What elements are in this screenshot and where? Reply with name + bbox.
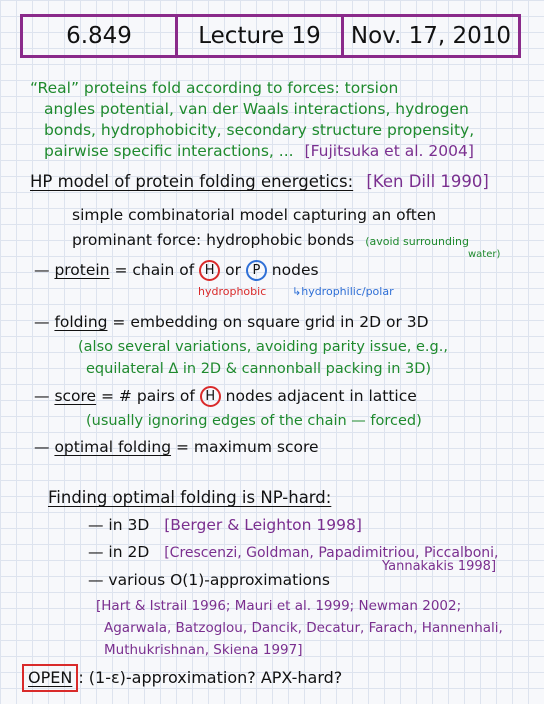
intro-line-2: angles potential, van der Waals interactions, hydrogen [44,100,469,118]
folding-line [34,312,429,332]
intro-line-4 [44,141,474,161]
open-box: OPEN [22,664,78,692]
protein-line [34,260,319,281]
optimal-line [34,437,319,457]
intro-line-4-text: pairwise specific interactions, ... [44,142,294,160]
np-3d-line [88,515,362,535]
hp-citation: [Ken Dill 1990] [366,172,489,191]
hydrophilic-label: ↳hydrophilic/polar [292,285,394,298]
h-node-circle: H [199,260,220,281]
lecture-date: Nov. 17, 2010 [341,17,518,55]
score-line [34,386,417,407]
intro-line-3: bonds, hydrophobicity, secondary structure propensity, [44,121,475,139]
folding-note-2: equilateral Δ in 2D & cannonball packing in 3D) [86,361,432,377]
hp-description-2-line [72,230,469,252]
optimal-label: optimal folding [54,438,172,456]
hp-note-a: (avoid surrounding [365,235,469,248]
lecture-number: Lecture 19 [175,17,341,55]
open-question: : (1-ε)-approximation? APX-hard? [78,668,343,687]
hp-description-2: prominant force: hydrophobic bonds [72,231,355,249]
np-2d-citation-2: Yannakakis 1998] [382,559,497,574]
folding-dash: — [34,313,55,331]
hp-heading: HP model of protein folding energetics: [30,172,354,191]
np-2d-citation: [Crescenzi, Goldman, Papadimitriou, Piccalboni, [164,545,499,561]
score-text-1: = # pairs of [96,387,200,405]
protein-label: protein [54,261,110,279]
course-number: 6.849 [66,23,132,49]
intro-citation: [Fujitsuka et al. 2004] [304,142,474,160]
np-heading: Finding optimal folding is NP-hard: [48,488,332,507]
protein-text: = chain of [109,261,200,279]
score-h-node-circle: H [200,386,221,407]
score-note: (usually ignoring edges of the chain — forced) [86,413,422,429]
optimal-text: = maximum score [171,438,319,456]
optimal-dash: — [34,438,55,456]
folding-label: folding [54,313,108,331]
hydrophobic-label: hydrophobic [198,285,267,298]
np-3d-citation: [Berger & Leighton 1998] [164,516,362,534]
np-2d-label: — in 2D [88,543,150,561]
p-node-circle: P [246,260,267,281]
header-box [20,14,521,58]
hp-note-b: water) [468,249,501,260]
score-dash: — [34,387,55,405]
np-approx-citation-1: [Hart & Istrail 1996; Mauri et al. 1999; Newman 2002; [96,598,462,614]
np-approx-line: — various O(1)-approximations [88,571,330,589]
np-approx-citation-3: Muthukrishnan, Skiena 1997] [104,642,303,658]
hp-description-1: simple combinatorial model capturing an often [72,206,437,224]
protein-or: or [220,261,246,279]
protein-nodes: nodes [266,261,319,279]
np-3d-label: — in 3D [88,516,150,534]
open-line [22,664,342,692]
score-label: score [54,387,97,405]
np-approx-citation-2: Agarwala, Batzoglou, Dancik, Decatur, Farach, Hannenhali, [104,620,503,636]
hp-heading-line [30,172,489,192]
score-text-2: nodes adjacent in lattice [220,387,417,405]
intro-line-1: “Real” proteins fold according to forces: torsion [30,79,399,97]
folding-note-1: (also several variations, avoiding parity issue, e.g., [78,339,448,355]
protein-dash: — [34,261,55,279]
folding-text: = embedding on square grid in 2D or 3D [107,313,429,331]
